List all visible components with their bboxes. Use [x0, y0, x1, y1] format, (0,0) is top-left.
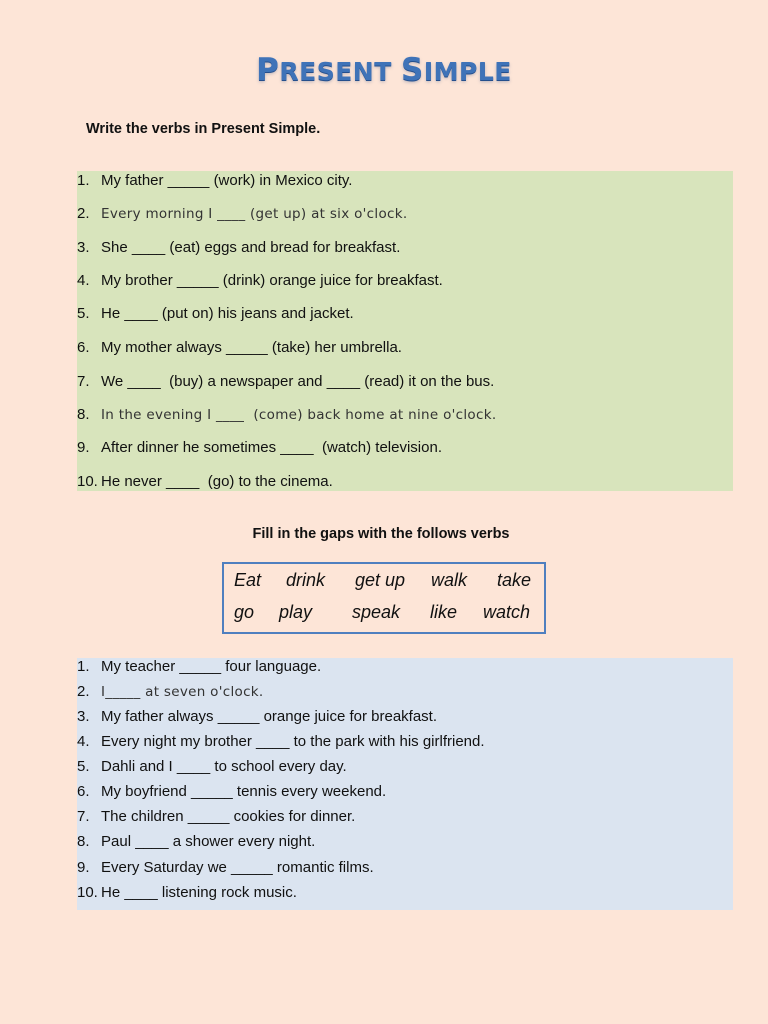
verb-word: go [234, 602, 255, 622]
verb-word: get up [355, 570, 406, 590]
section1-instruction: Write the verbs in Present Simple. [86, 121, 321, 137]
verb-word: drink [286, 570, 326, 590]
verb-word: walk [431, 570, 468, 590]
exercise2-box: 1. My teacher _____ four language. 2. I_____ at seven o'clock. 3. My father always _____ orange juice for breakfast. 4. Every night my brother ____ to the park with his girlfriend. 5. Dahli and I ____ to school every day. 6. My boyfriend _____ tennis every weekend. 7. The children _____ cookies for dinner. 8. Paul ____ a shower every night. 9. Every Saturday we _____ romantic films. 10. He ____ listening rock music. [77, 658, 733, 910]
exercise1-box: 1. My father _____ (work) in Mexico city. 2. Every morning I ____ (get up) at six o'clock. 3. She ____ (eat) eggs and bread for breakfast. 4. My brother _____ (drink) orange juice for breakfast. 5. He ____ (put on) his jeans and jacket. 6. My mother always _____ (take) her umbrella. 7. We ____ (buy) a newspaper and ____ (read) it on the bus. 8. In the evening I ____ (come) back home at nine o'clock. 9. After dinner he sometimes ____ (watch) television. 10. He never ____ (go) to the cinema. [77, 171, 733, 491]
verb-word: speak [352, 602, 401, 622]
page-title: PRESENT SIMPLE [256, 52, 512, 88]
verb-word: watch [483, 602, 531, 622]
verb-word: Eat [234, 570, 262, 590]
verb-word: take [497, 570, 532, 590]
verb-word: like [430, 602, 458, 622]
verb-word: play [279, 602, 313, 622]
verb-bank [222, 562, 546, 634]
section2-instruction: Fill in the gaps with the follows verbs [252, 526, 510, 542]
